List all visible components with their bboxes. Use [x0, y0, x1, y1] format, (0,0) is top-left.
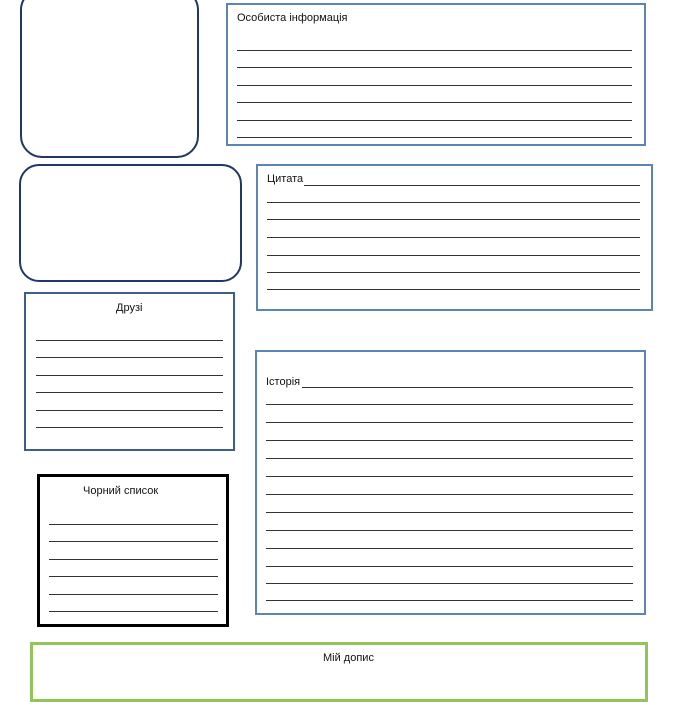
writing-line[interactable] [36, 392, 223, 393]
writing-line[interactable] [266, 512, 633, 513]
photo-frame [20, 0, 199, 158]
writing-line[interactable] [266, 440, 633, 441]
status-frame [19, 164, 242, 282]
friends-section [24, 292, 235, 451]
writing-line[interactable] [36, 410, 223, 411]
friends-title: Друзі [116, 302, 143, 314]
writing-line[interactable] [237, 137, 632, 138]
writing-line[interactable] [237, 102, 632, 103]
history-section [255, 350, 646, 615]
my-post-title: Мій допис [323, 652, 374, 664]
writing-line[interactable] [49, 611, 218, 612]
writing-line[interactable] [36, 340, 223, 341]
history-title: Історія [266, 376, 301, 388]
history-title-line[interactable] [302, 387, 633, 388]
quote-section [256, 164, 653, 311]
blacklist-section [37, 474, 229, 627]
blacklist-title: Чорний список [83, 485, 159, 497]
writing-line[interactable] [266, 548, 633, 549]
writing-line[interactable] [267, 289, 640, 290]
writing-line[interactable] [49, 524, 218, 525]
quote-title: Цитата [267, 173, 304, 185]
writing-line[interactable] [36, 357, 223, 358]
writing-line[interactable] [267, 219, 640, 220]
writing-line[interactable] [266, 476, 633, 477]
writing-line[interactable] [49, 559, 218, 560]
writing-line[interactable] [237, 85, 632, 86]
writing-line[interactable] [49, 594, 218, 595]
writing-line[interactable] [237, 120, 632, 121]
writing-line[interactable] [266, 422, 633, 423]
writing-line[interactable] [267, 272, 640, 273]
writing-line[interactable] [237, 50, 632, 51]
personal-info-title: Особиста інформація [237, 12, 348, 24]
my-post-section [30, 642, 648, 702]
writing-line[interactable] [266, 583, 633, 584]
writing-line[interactable] [49, 576, 218, 577]
writing-line[interactable] [267, 202, 640, 203]
writing-line[interactable] [237, 67, 632, 68]
writing-line[interactable] [267, 237, 640, 238]
writing-line[interactable] [266, 566, 633, 567]
writing-line[interactable] [266, 458, 633, 459]
writing-line[interactable] [266, 600, 633, 601]
writing-line[interactable] [266, 404, 633, 405]
writing-line[interactable] [267, 255, 640, 256]
writing-line[interactable] [266, 530, 633, 531]
writing-line[interactable] [36, 427, 223, 428]
writing-line[interactable] [49, 541, 218, 542]
writing-line[interactable] [36, 375, 223, 376]
personal-info-section [226, 3, 646, 146]
quote-title-line[interactable] [304, 185, 640, 186]
writing-line[interactable] [266, 494, 633, 495]
